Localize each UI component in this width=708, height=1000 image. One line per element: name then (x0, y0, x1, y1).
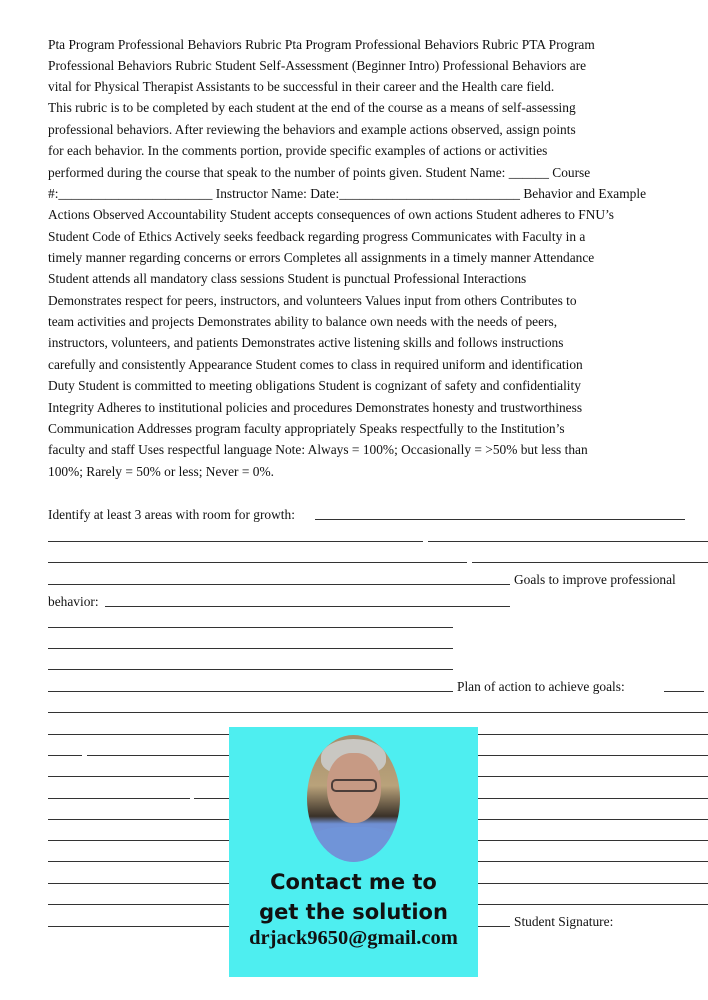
plan-answer-line[interactable] (48, 755, 82, 756)
goals-label: Goals to improve professional (514, 572, 676, 587)
signature-label: Student Signature: (514, 914, 614, 929)
goals-answer-line[interactable] (48, 627, 453, 628)
paragraph-line: Actions Observed Accountability Student accepts consequences of own actions Student adheres to FNU’s (48, 207, 615, 222)
overlay-headline-line1: Contact me to (270, 870, 437, 894)
overlay-email[interactable]: drjack9650@gmail.com (249, 927, 458, 949)
plan-answer-line[interactable] (664, 691, 704, 692)
paragraph-line: timely manner regarding concerns or errors Completes all assignments in a timely manner Attendance (48, 250, 595, 265)
paragraph-line: Communication Addresses program faculty appropriately Speaks respectfully to the Institution’s (48, 421, 565, 436)
growth-answer-line[interactable] (472, 562, 708, 563)
paragraph-line: Professional Behaviors Rubric Student Self-Assessment (Beginner Intro) Professional Behaviors are (48, 58, 587, 73)
plan-label: Plan of action to achieve goals: (457, 679, 625, 694)
paragraph-line: instructors, volunteers, and patients Demonstrates active listening skills and follows instructions (48, 335, 564, 350)
paragraph-line: team activities and projects Demonstrates ability to balance own needs with the needs of peers, (48, 314, 558, 329)
portrait-photo (307, 735, 400, 862)
portrait-glasses (331, 779, 377, 792)
paragraph-line: Pta Program Professional Behaviors Rubric Pta Program Professional Behaviors Rubric PTA Program (48, 37, 595, 52)
paragraph-line: #:_______________________ Instructor Name: Date:___________________________ Behavior and Example (48, 186, 647, 201)
paragraph-line: performed during the course that speak to the number of points given. Student Name: ______ Course (48, 165, 591, 180)
paragraph-line: vital for Physical Therapist Assistants to be successful in their career and the Health care field. (48, 79, 555, 94)
growth-answer-line[interactable] (48, 584, 510, 585)
paragraph-line: This rubric is to be completed by each student at the end of the course as a means of self-assessing (48, 100, 576, 115)
goals-answer-line[interactable] (105, 606, 510, 607)
growth-answer-line[interactable] (48, 541, 423, 542)
paragraph-line: faculty and staff Uses respectful language Note: Always = 100%; Occasionally = >50% but less than (48, 442, 588, 457)
paragraph-line: Duty Student is committed to meeting obligations Student is cognizant of safety and confidentiality (48, 378, 581, 393)
contact-overlay-banner[interactable] (229, 727, 478, 977)
goals-answer-line[interactable] (48, 669, 453, 670)
overlay-headline-line2: get the solution (259, 900, 448, 924)
plan-answer-line[interactable] (48, 798, 190, 799)
goals-answer-line[interactable] (48, 648, 453, 649)
paragraph-line: for each behavior. In the comments portion, provide specific examples of actions or activities (48, 143, 548, 158)
goals-label-continued: behavior: (48, 594, 99, 609)
growth-answer-line[interactable] (315, 519, 685, 520)
paragraph-line: Integrity Adheres to institutional policies and procedures Demonstrates honesty and trustworthiness (48, 400, 583, 415)
growth-label: Identify at least 3 areas with room for growth: (48, 507, 295, 522)
paragraph-line: Student Code of Ethics Actively seeks feedback regarding progress Communicates with Faculty in a (48, 229, 586, 244)
growth-answer-line[interactable] (428, 541, 708, 542)
paragraph-line: Demonstrates respect for peers, instructors, and volunteers Values input from others Contributes to (48, 293, 577, 308)
paragraph-line: professional behaviors. After reviewing the behaviors and example actions observed, assign points (48, 122, 576, 137)
plan-answer-line[interactable] (48, 712, 708, 713)
paragraph-line: Student attends all mandatory class sessions Student is punctual Professional Interactions (48, 271, 527, 286)
paragraph-line: 100%; Rarely = 50% or less; Never = 0%. (48, 464, 274, 479)
goals-answer-line[interactable] (48, 691, 453, 692)
growth-answer-line[interactable] (48, 562, 467, 563)
portrait-shirt (307, 827, 400, 862)
paragraph-line: carefully and consistently Appearance Student comes to class in required uniform and identification (48, 357, 583, 372)
